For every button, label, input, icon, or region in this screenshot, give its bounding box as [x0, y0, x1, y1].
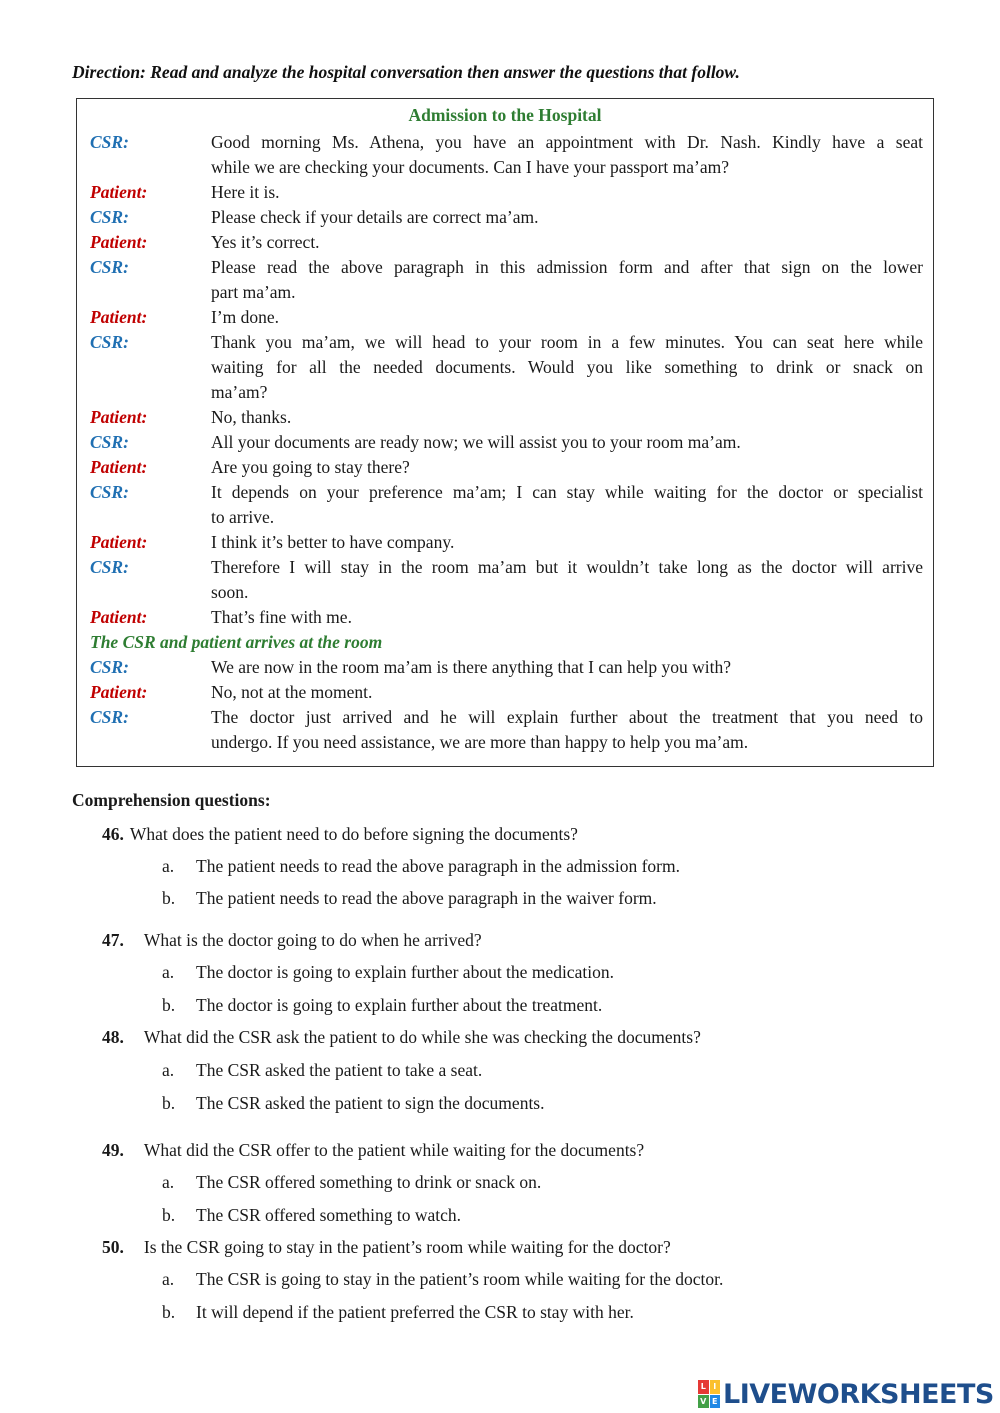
dialogue-text	[211, 255, 923, 305]
answer-option-b[interactable]	[162, 886, 657, 910]
speaker-csr: CSR:	[90, 132, 129, 152]
dialogue-line	[77, 555, 933, 605]
dialogue-text-row: undergo. If you need assistance, we are more than happy to help you ma’am.	[211, 732, 749, 752]
dialogue-text-row: part ma’am.	[211, 282, 296, 302]
dialogue-text-row: waiting for all the needed documents. Would you like something to drink or snack on	[211, 357, 923, 377]
dialogue-line	[77, 430, 933, 455]
question-49	[102, 1138, 644, 1162]
comprehension-title: Comprehension questions:	[72, 790, 271, 810]
dialogue-text-row: Are you going to stay there?	[211, 457, 410, 477]
answer-option-a[interactable]	[162, 1058, 482, 1082]
dialogue-line	[77, 230, 933, 255]
dialogue-text	[211, 555, 923, 605]
speaker-patient: Patient:	[90, 307, 148, 327]
option-text: The CSR asked the patient to sign the documents.	[196, 1093, 545, 1113]
question-48	[102, 1025, 701, 1049]
question-text: What did the CSR offer to the patient while waiting for the documents?	[143, 1140, 645, 1160]
option-text: The patient needs to read the above paragraph in the admission form.	[196, 856, 681, 876]
question-text: Is the CSR going to stay in the patient’s room while waiting for the doctor?	[143, 1237, 671, 1257]
speaker-csr: CSR:	[90, 482, 129, 502]
speaker-patient: Patient:	[90, 607, 148, 627]
option-label: a.	[162, 1172, 175, 1192]
question-number: 48.	[102, 1027, 124, 1047]
logo-icon-tile: L	[698, 1380, 709, 1394]
answer-option-b[interactable]	[162, 1300, 634, 1324]
conversation-title: Admission to the Hospital	[408, 105, 602, 125]
option-label: b.	[162, 995, 176, 1015]
dialogue-text	[211, 605, 923, 630]
logo-icon	[698, 1380, 720, 1408]
logo-icon-tile: I	[710, 1380, 721, 1394]
option-label: a.	[162, 856, 175, 876]
direction-text: Direction: Read and analyze the hospital conversation then answer the questions that follow.	[72, 62, 740, 82]
dialogue-text	[211, 655, 923, 680]
dialogue-text	[211, 480, 923, 530]
speaker-csr: CSR:	[90, 207, 129, 227]
conversation-box	[76, 98, 934, 767]
dialogue-line	[77, 205, 933, 230]
dialogue-text-row: Please read the above paragraph in this admission form and after that sign on the lower	[211, 257, 923, 277]
dialogue-text-row: to arrive.	[211, 507, 275, 527]
option-text: The doctor is going to explain further about the medication.	[196, 962, 614, 982]
option-label: b.	[162, 1093, 176, 1113]
option-text: The CSR offered something to drink or snack on.	[196, 1172, 542, 1192]
option-text: The CSR is going to stay in the patient’s room while waiting for the doctor.	[196, 1269, 724, 1289]
speaker-patient: Patient:	[90, 682, 148, 702]
dialogue-text	[211, 405, 923, 430]
option-text: The CSR asked the patient to take a seat.	[196, 1060, 483, 1080]
dialogue-line	[77, 405, 933, 430]
speaker-patient: Patient:	[90, 532, 148, 552]
speaker-csr: CSR:	[90, 557, 129, 577]
liveworksheets-logo	[698, 1377, 994, 1411]
dialogue-line	[77, 480, 933, 530]
dialogue-text-row: while we are checking your documents. Can I have your passport ma’am?	[211, 157, 730, 177]
question-number: 50.	[102, 1237, 124, 1257]
dialogue-text-row: The doctor just arrived and he will explain further about the treatment that you need to	[211, 707, 923, 727]
answer-option-a[interactable]	[162, 1267, 723, 1291]
dialogue-text-row: No, thanks.	[211, 407, 292, 427]
dialogue-text-row: We are now in the room ma’am is there anything that I can help you with?	[211, 657, 732, 677]
question-text: What did the CSR ask the patient to do while she was checking the documents?	[143, 1027, 701, 1047]
question-46	[102, 822, 578, 846]
dialogue-text-row: Good morning Ms. Athena, you have an appointment with Dr. Nash. Kindly have a seat	[211, 132, 923, 152]
dialogue-text	[211, 455, 923, 480]
option-label: a.	[162, 1060, 175, 1080]
speaker-csr: CSR:	[90, 332, 129, 352]
answer-option-a[interactable]	[162, 854, 680, 878]
dialogue-text-row: ma’am?	[211, 382, 268, 402]
dialogue-text-row: soon.	[211, 582, 249, 602]
dialogue-text	[211, 180, 923, 205]
option-label: a.	[162, 962, 175, 982]
dialogue-text-row: That’s fine with me.	[211, 607, 352, 627]
answer-option-b[interactable]	[162, 993, 602, 1017]
speaker-csr: CSR:	[90, 432, 129, 452]
speaker-patient: Patient:	[90, 232, 148, 252]
option-text: The CSR offered something to watch.	[196, 1205, 462, 1225]
dialogue-line	[77, 530, 933, 555]
dialogue-text	[211, 230, 923, 255]
dialogue-text-row: It depends on your preference ma’am; I can stay while waiting for the doctor or specialist	[211, 482, 923, 502]
logo-text: LIVEWORKSHEETS	[723, 1378, 994, 1410]
answer-option-a[interactable]	[162, 1170, 541, 1194]
dialogue-line	[77, 705, 933, 755]
dialogue-line	[77, 605, 933, 630]
speaker-csr: CSR:	[90, 657, 129, 677]
dialogue-line	[77, 255, 933, 305]
speaker-patient: Patient:	[90, 457, 148, 477]
option-text: It will depend if the patient preferred the CSR to stay with her.	[196, 1302, 634, 1322]
answer-option-b[interactable]	[162, 1091, 545, 1115]
answer-option-b[interactable]	[162, 1203, 461, 1227]
dialogue-line	[77, 655, 933, 680]
answer-option-a[interactable]	[162, 960, 614, 984]
option-label: a.	[162, 1269, 175, 1289]
question-text: What does the patient need to do before signing the documents?	[129, 824, 578, 844]
speaker-patient: Patient:	[90, 407, 148, 427]
dialogue-text-row: I think it’s better to have company.	[211, 532, 455, 552]
dialogue-text-row: Please check if your details are correct ma’am.	[211, 207, 539, 227]
dialogue-text-row: Thank you ma’am, we will head to your room in a few minutes. You can seat here while	[211, 332, 923, 352]
dialogue-text-row: No, not at the moment.	[211, 682, 373, 702]
option-text: The doctor is going to explain further about the treatment.	[196, 995, 603, 1015]
dialogue-line	[77, 455, 933, 480]
scene-note: The CSR and patient arrives at the room	[90, 632, 383, 652]
speaker-csr: CSR:	[90, 707, 129, 727]
option-label: b.	[162, 888, 176, 908]
question-47	[102, 928, 482, 952]
logo-icon-tile: V	[698, 1395, 709, 1409]
question-50	[102, 1235, 671, 1259]
speaker-patient: Patient:	[90, 182, 148, 202]
dialogue-text-row: Yes it’s correct.	[211, 232, 320, 252]
dialogue-line	[77, 330, 933, 405]
option-label: b.	[162, 1205, 176, 1225]
dialogue-text	[211, 530, 923, 555]
question-number: 46.	[102, 824, 124, 844]
dialogue-text	[211, 305, 923, 330]
dialogue-line	[77, 680, 933, 705]
dialogue-text	[211, 705, 923, 755]
logo-icon-tile: E	[710, 1395, 721, 1409]
dialogue-line	[77, 130, 933, 180]
dialogue-line	[77, 305, 933, 330]
speaker-csr: CSR:	[90, 257, 129, 277]
dialogue-line	[77, 180, 933, 205]
question-number: 49.	[102, 1140, 124, 1160]
dialogue-text	[211, 680, 923, 705]
dialogue-text	[211, 430, 923, 455]
question-number: 47.	[102, 930, 124, 950]
dialogue-text	[211, 330, 923, 405]
dialogue-text-row: All your documents are ready now; we will assist you to your room ma’am.	[211, 432, 741, 452]
dialogue-text	[211, 205, 923, 230]
option-text: The patient needs to read the above paragraph in the waiver form.	[196, 888, 657, 908]
dialogue-text-row: I’m done.	[211, 307, 280, 327]
dialogue-text-row: Here it is.	[211, 182, 280, 202]
question-text: What is the doctor going to do when he arrived?	[143, 930, 482, 950]
dialogue-text-row: Therefore I will stay in the room ma’am but it wouldn’t take long as the doctor will arrive	[211, 557, 923, 577]
option-label: b.	[162, 1302, 176, 1322]
dialogue-text	[211, 130, 923, 180]
